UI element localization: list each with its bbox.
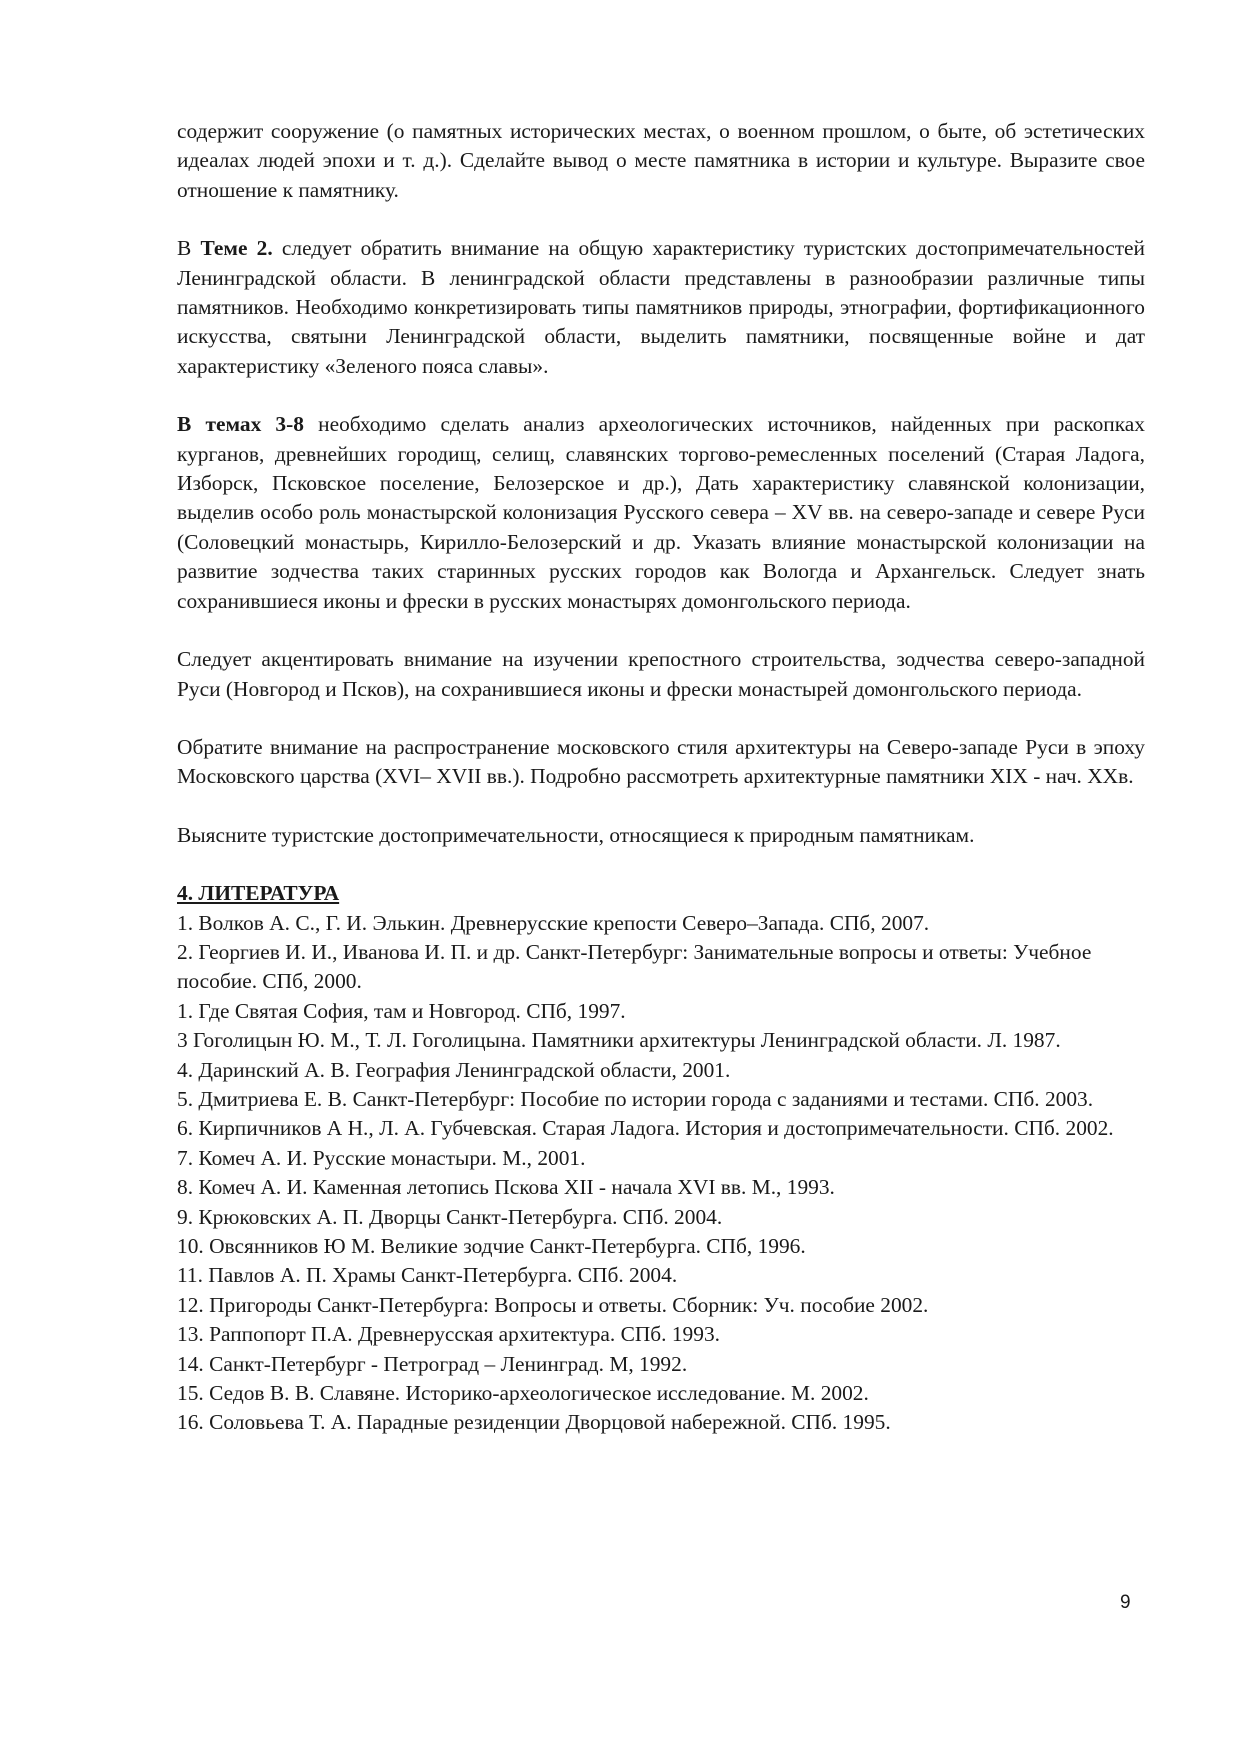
literature-item: 10. Овсянников Ю М. Великие зодчие Санкт-Петербурга. СПб, 1996. (177, 1234, 806, 1258)
paragraph-natural-monuments: Выясните туристские достопримечательности, относящиеся к природным памятникам. (177, 822, 975, 847)
page-body (177, 117, 1145, 1438)
paragraph-theme-2-prefix: В (177, 236, 201, 261)
literature-item: 16. Соловьева Т. А. Парадные резиденции Дворцовой набережной. СПб. 1995. (177, 1410, 891, 1435)
themes-3-8-label: В темах 3-8 (177, 412, 304, 437)
literature-item: 2. Георгиев И. И., Иванова И. П. и др. Санкт-Петербург: Занимательные вопросы и ответы: Учебное пособие. СПб, 2000. (177, 939, 1092, 994)
paragraph-themes-3-8-text: необходимо сделать анализ археологических источников, найденных при раскопках курганов, древнейших городищ, селищ, славянских торгово-ремесленных поселений (Старая Ладога, Изборск, Псковское поселение, Белозерское и др.), Дать характеристику славянской колонизации, выделив особо роль монастырской колонизация Русского севера – XV вв. на северо-западе и севере Руси (Соловецкий монастырь, Кирилло-Белозерский и др. Указать влияние монастырской колонизации на развитие зодчества таких старинных русских городов как Вологда и Архангельск. Следует знать сохранившиеся иконы и фрески в русских монастырях домонгольского периода. (177, 412, 1145, 613)
literature-item: 3 Гоголицын Ю. М., Т. Л. Гоголицына. Памятники архитектуры Ленинградской области. Л. 1987. (177, 1028, 1061, 1053)
literature-item: 5. Дмитриева Е. В. Санкт-Петербург: Пособие по истории города с заданиями и тестами. СПб. 2003. (177, 1086, 1094, 1111)
paragraph-theme-2 (177, 234, 1145, 381)
literature-item: 4. Даринский А. В. География Ленинградской области, 2001. (177, 1057, 731, 1082)
page-number: 9 (1120, 1592, 1131, 1613)
literature-item: 8. Комеч А. И. Каменная летопись Пскова XII - начала XVI вв. М., 1993. (177, 1175, 835, 1200)
literature-item: 12. Пригороды Санкт-Петербурга: Вопросы и ответы. Сборник: Уч. пособие 2002. (177, 1292, 929, 1317)
paragraph-theme-2-text: следует обратить внимание на общую характеристику туристских достопримечательностей Ленинградской области. В ленинградской области представлены в разнообразии различные типы памятников. Необходимо конкретизировать типы памятников природы, этнографии, фортификационного искусства, святыни Ленинградской области, выделить памятники, посвященные войне и дат характеристику «Зеленого пояса славы». (177, 236, 1145, 378)
literature-list (177, 909, 1145, 1438)
paragraph-intro: содержит сооружение (о памятных исторических местах, о военном прошлом, о быте, об эстетических идеалах людей эпохи и т. д.). Сделайте вывод о месте памятника в истории и культуре. Выразите свое отношение к памятнику. (177, 119, 1145, 202)
literature-item: 1. Волков А. С., Г. И. Элькин. Древнерусские крепости Северо–Запада. СПб, 2007. (177, 910, 930, 935)
literature-heading: 4. ЛИТЕРАТУРА (177, 881, 340, 906)
paragraph-fortification: Следует акцентировать внимание на изучении крепостного строительства, зодчества северо-западной Руси (Новгород и Псков), на сохранившиеся иконы и фрески монастырей домонгольского периода. (177, 647, 1145, 701)
literature-item: 1. Где Святая София, там и Новгород. СПб, 1997. (177, 998, 626, 1023)
literature-item: 13. Раппопорт П.А. Древнерусская архитектура. СПб. 1993. (177, 1322, 720, 1347)
literature-item: 15. Седов В. В. Славяне. Историко-археологическое исследование. М. 2002. (177, 1381, 869, 1406)
literature-item: 7. Комеч А. И. Русские монастыри. М., 2001. (177, 1145, 586, 1170)
literature-item: 14. Санкт-Петербург - Петроград – Ленинград. М, 1992. (177, 1351, 688, 1376)
paragraph-moscow-style: Обратите внимание на распространение московского стиля архитектуры на Северо-западе Руси в эпоху Московского царства (XVI– XVII вв.). Подробно рассмотреть архитектурные памятники XIX - нач. XXв. (177, 734, 1145, 789)
literature-item: 9. Крюковских А. П. Дворцы Санкт-Петербурга. СПб. 2004. (177, 1204, 723, 1229)
literature-item: 6. Кирпичников А Н., Л. А. Губчевская. Старая Ладога. История и достопримечательности. СПб. 2002. (177, 1116, 1114, 1141)
paragraph-themes-3-8 (177, 410, 1145, 616)
literature-item: 11. Павлов А. П. Храмы Санкт-Петербурга. СПб. 2004. (177, 1263, 678, 1288)
theme-2-label: Теме 2. (200, 236, 273, 261)
